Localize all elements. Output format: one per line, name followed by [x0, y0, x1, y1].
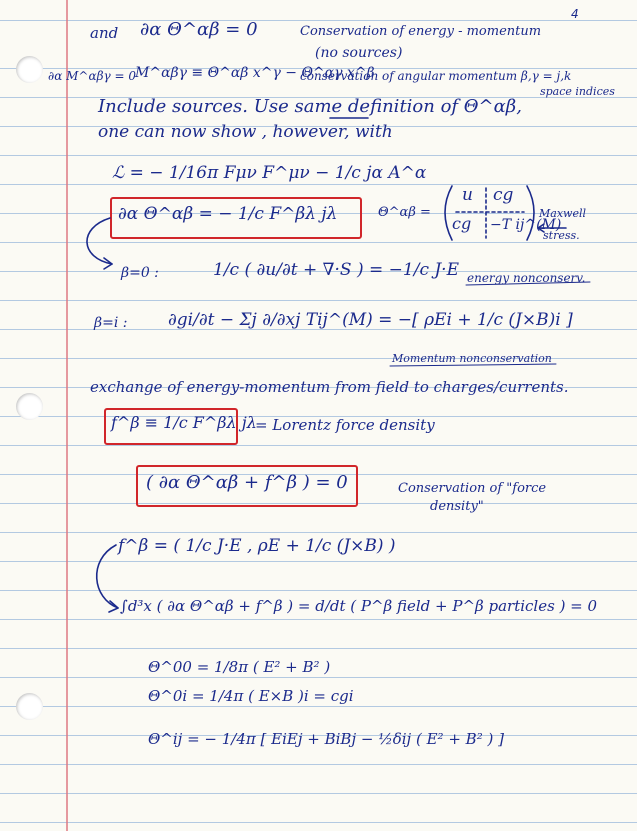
underline-energy-note [466, 282, 590, 285]
include-sources-line: Include sources. Use same definition of Θ^αβ, [98, 96, 522, 117]
no-sources-note: (no sources) [315, 45, 403, 61]
source-equation: ∂α Θ^αβ = − 1/c F^βλ jλ [118, 204, 338, 224]
theta-cg-column: cg [452, 214, 472, 233]
matrix-left-paren [445, 186, 452, 240]
underline-momentum-note [390, 364, 556, 366]
theta-00: Θ^00 = 1/8π ( E² + B² ) [148, 658, 331, 676]
lagrangian: ℒ = − 1/16π Fμν F^μν − 1/c jα A^α [112, 163, 427, 183]
beta-zero-label: β=0 : [121, 265, 159, 281]
force-four-vector: f^β = ( 1/c J·E , ρE + 1/c (J×B) ) [118, 536, 396, 556]
theta-u: u [462, 185, 473, 205]
and-word: and [90, 24, 119, 42]
beta-i-label: β=i : [94, 315, 128, 331]
stress-label: stress. [543, 229, 580, 242]
angular-momentum-definition: M^αβγ ≡ Θ^αβ x^γ − Θ^αγ x^β [135, 65, 375, 81]
energy-momentum-note: Conservation of energy - momentum [300, 24, 542, 39]
force-conservation-equation: ( ∂α Θ^αβ + f^β ) = 0 [146, 472, 348, 493]
theta-maxwell-stress: −T ij^(M) [490, 217, 562, 233]
angular-momentum-conservation: ∂α M^αβγ = 0 [48, 69, 136, 83]
maxwell-arrow [538, 224, 566, 232]
lorentz-force-note: = Lorentz force density [255, 416, 435, 434]
exchange-line: exchange of energy-momentum from field to charges/currents. [90, 378, 569, 396]
theta-cg-row: cg [493, 185, 514, 205]
curve-arrow-beta0 [87, 218, 112, 264]
can-show-line: one can now show , however, with [98, 122, 393, 142]
angular-momentum-note: conservation of angular momentum β,γ = j,k [300, 69, 572, 83]
maxwell-label: Maxwell [539, 207, 586, 220]
theta-ij: Θ^ij = − 1/4π [ EiEj + BiBj − ½δij ( E² + B² ) ] [148, 730, 504, 748]
curve-arrow-integral [97, 545, 118, 608]
momentum-nonconservation-note: Momentum nonconservation [392, 352, 552, 365]
momentum-balance-equation: ∂gi/∂t − Σj ∂/∂xj Tij^(M) = −[ ρEi + 1/c (J×B)i ] [168, 310, 573, 330]
conservation-equation: ∂α Θ^αβ = 0 [140, 19, 258, 40]
theta-0i: Θ^0i = 1/4π ( E×B )i = cgi [148, 687, 354, 705]
space-indices-note: space indices [540, 85, 615, 98]
force-density-definition: f^β ≡ 1/c F^βλ jλ [111, 413, 257, 432]
integral-conservation: ∫d³x ( ∂α Θ^αβ + f^β ) = d/dt ( P^β field + P^β particles ) = 0 [120, 597, 598, 615]
energy-balance-equation: 1/c ( ∂u/∂t + ∇·S ) = −1/c J·E [213, 260, 459, 280]
energy-nonconservation-note: energy nonconserv. [467, 271, 586, 285]
theta-matrix-lhs: Θ^αβ = [378, 205, 431, 220]
force-density-note-2: density" [430, 499, 484, 514]
matrix-right-paren [527, 186, 534, 240]
force-density-note: Conservation of "force [398, 481, 547, 496]
page-number: 4 [571, 7, 579, 21]
